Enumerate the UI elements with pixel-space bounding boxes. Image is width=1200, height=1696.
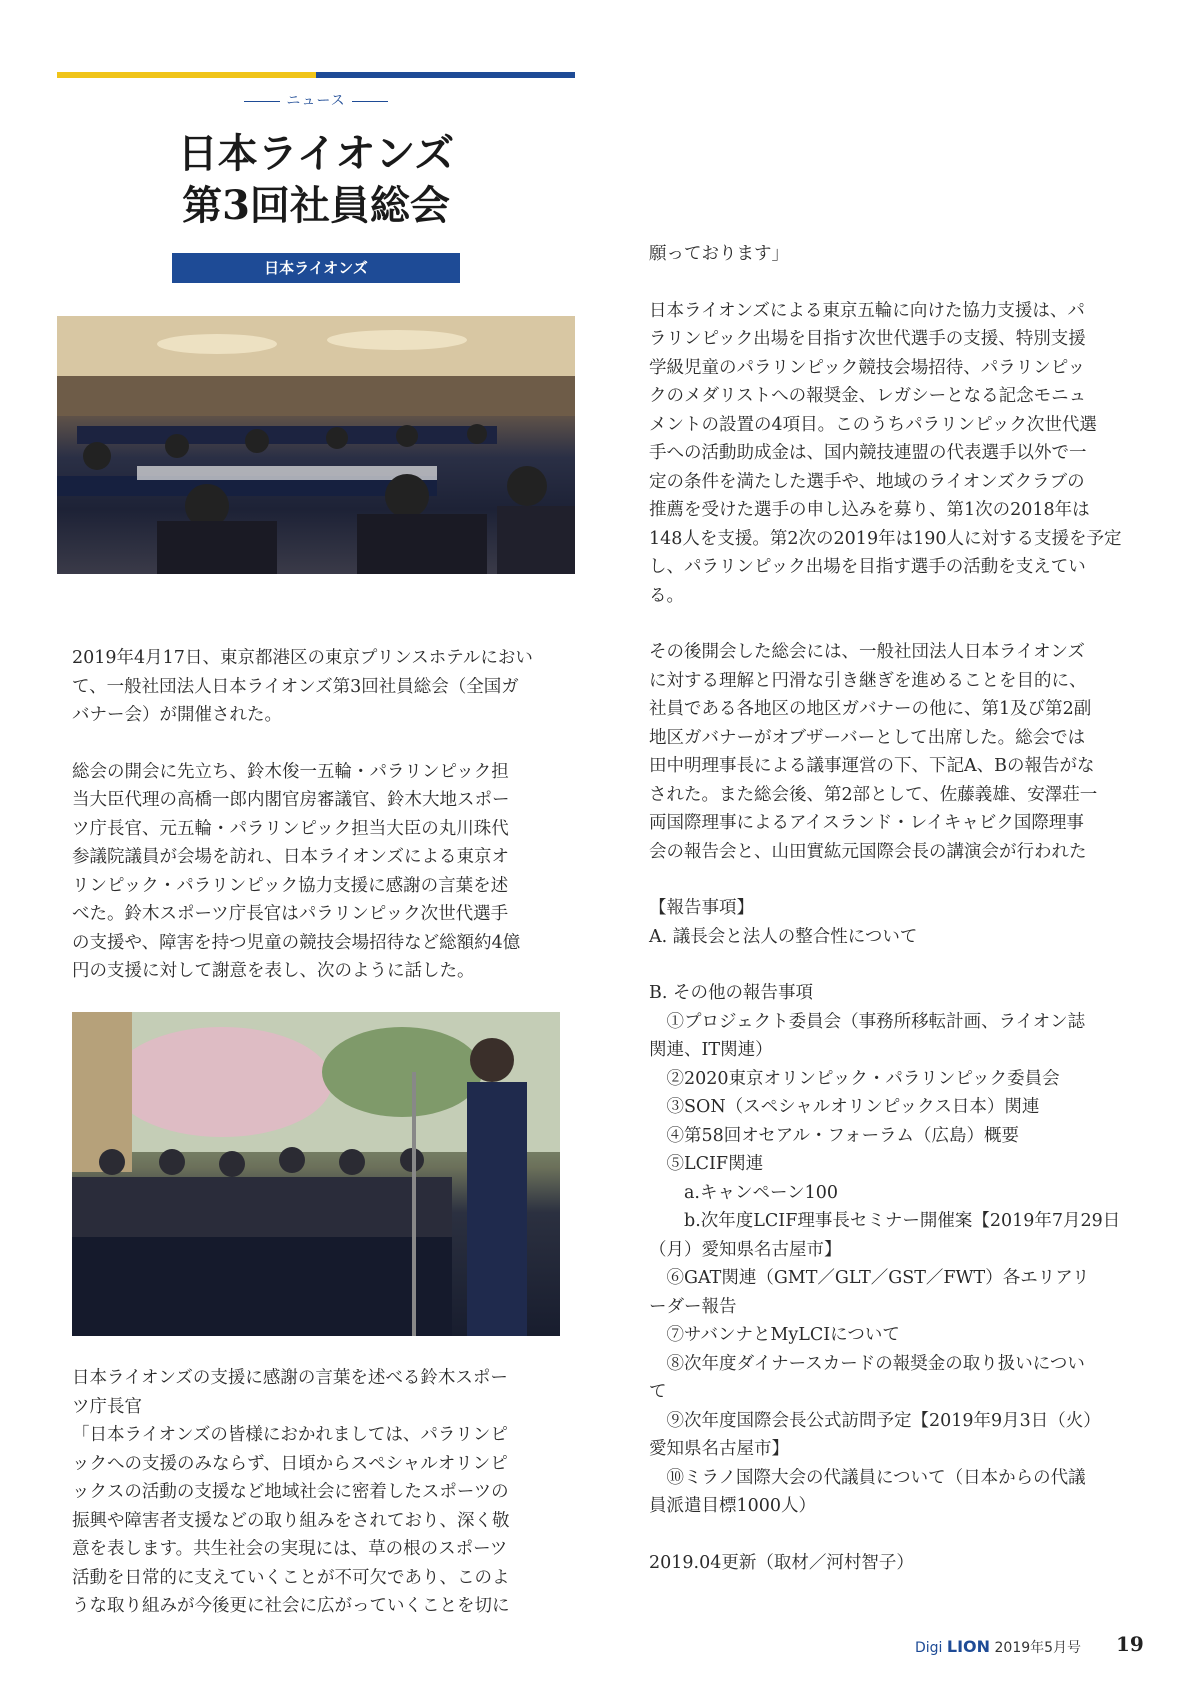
speech-photo (72, 1012, 560, 1336)
header-color-bar (57, 72, 575, 78)
footer-lion: LION (946, 1637, 991, 1656)
quote-paragraph: 「日本ライオンズの皆様におかれましては、パラリンピ ックへの支援のみならず、日頃からスペシャルオリンピ ックスの活動の支援など地域社会に密着したスポーツの 振興や障害者支援などの取り組みをされており、深く敬 意を表します。共生社会の実現には、草の根のスポーツ 活動を日常的に支えていくことが不可欠であり、このよ うな取り組みが今後更に社会に広がっていくことを切に (72, 1425, 510, 1616)
speech-intro-paragraph: 総会の開会に先立ち、鈴木俊一五輪・パラリンピック担 当大臣代理の高橋一郎内閣官房審議官、鈴木大地スポー ツ庁長官、元五輪・パラリンピック担当大臣の丸川珠代 参議院議員が会場を訪れ、日本ライオンズによる東京オ リンピック・パラリンピック協力支援に感謝の言葉を述 べた。鈴木スポーツ庁長官はパラリンピック次世代選手 の支援や、障害を持つ児童の競技会場招待など総額約4億 円の支援に対して謝意を表し、次のように話した。 (72, 761, 521, 981)
footer-digi: Digi (915, 1640, 943, 1656)
section-kicker: ニュース (57, 90, 575, 110)
meeting-hall-illustration (57, 316, 575, 574)
left-column-lower (72, 1364, 562, 1621)
article-title (57, 128, 575, 232)
left-column (72, 644, 562, 986)
title-line-1: 日本ライオンズ (177, 130, 455, 177)
yellow-bar (57, 72, 316, 78)
quote-end: 願っております」 (649, 244, 789, 264)
author-badge: 日本ライオンズ (172, 253, 460, 283)
intro-paragraph: 2019年4月17日、東京都港区の東京プリンスホテルにおい て、一般社団法人日本ライオンズ第3回社員総会（全国ガ バナー会）が開催された。 (72, 648, 533, 725)
meeting-hall-photo (57, 316, 575, 574)
assembly-paragraph: その後開会した総会には、一般社団法人日本ライオンズ に対する理解と円滑な引き継ぎを進めることを目的に、 社員である各地区の地区ガバナーの他に、第1及び第2副 地区ガバナーがオブザーバーとして出席した。総会では 田中明理事長による議事運営の下、下記A、Bの報告がな された。また総会後、第2部として、佐藤義雄、安澤荘一 両国際理事によるアイスランド・レイキャビク国際理事 会の報告会と、山田實紘元国際会長の講演会が行われた (649, 642, 1098, 862)
title-line-2: 第3回社員総会 (182, 182, 450, 229)
support-paragraph: 日本ライオンズによる東京五輪に向けた協力支援は、パ ラリンピック出場を目指す次世代選手の支援、特別支援 学級児童のパラリンピック競技会場招待、パラリンピッ クのメダリストへの報奨金、レガシーとなる記念モニュ メントの設置の4項目。このうちパラリンピック次世代選 手への活動助成金は、国内競技連盟の代表選手以外で一 定の条件を満たした選手や、地域のライオンズクラブの 推薦を受けた選手の申し込みを募り、第1次の2018年は 148人を支援。第2次の2019年は190人に対する支援を予定 し、パラリンピック出場を目指す選手の活動を支えてい る。 (649, 300, 1122, 606)
report-items-b: B. その他の報告事項 ①プロジェクト委員会（事務所移転計画、ライオン誌 関連、IT関連） ②2020東京オリンピック・パラリンピック委員会 ③SON（スペシャルオリンピックス日本）関連 ④第58回オセアル・フォーラム（広島）概要 ⑤LCIF関連 a.キャンペーン100 b.次年度LCIF理事長セミナー開催案【2019年7月29日 （月）愛知県名古屋市】 ⑥GAT関連（GMT／GLT／GST／FWT）各エリアリ ーダー報告 ⑦サバンナとMyLCIについて ⑧次年度ダイナースカードの報奨金の取り扱いについ て ⑨次年度国際会長公式訪問予定【2019年9月3日（火） 愛知県名古屋市】 ⑩ミラノ国際大会の代議員について（日本からの代議 員派遣目標1000人） (649, 983, 1121, 1516)
report-items-a: 【報告事項】 A. 議長会と法人の整合性について (649, 898, 918, 947)
footer-issue-date: 2019年5月号 (994, 1640, 1082, 1656)
magazine-footer (915, 1637, 1081, 1657)
photo-caption: 日本ライオンズの支援に感謝の言葉を述べる鈴木スポー ツ庁長官 (72, 1368, 508, 1417)
right-column (649, 240, 1141, 1577)
blue-bar (316, 72, 575, 78)
update-note: 2019.04更新（取材／河村智子） (649, 1552, 914, 1573)
page-number: 19 (1116, 1632, 1144, 1656)
speech-illustration (72, 1012, 560, 1336)
